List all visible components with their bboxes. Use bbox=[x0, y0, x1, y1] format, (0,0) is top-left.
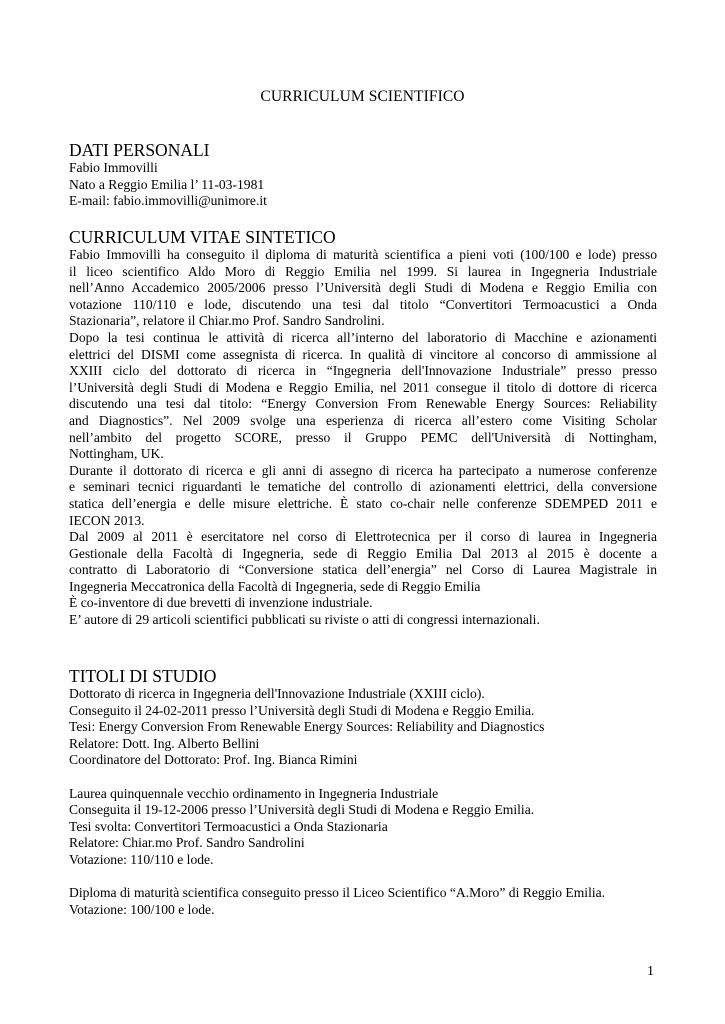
personal-birth: Nato a Reggio Emilia l’ 11-03-1981 bbox=[69, 176, 265, 192]
text-line: Dal 2009 al 2011 è esercitatore nel corso di Elettrotecnica per il corso di laurea in Ingegneria bbox=[69, 529, 657, 545]
text-line: Fabio Immovilli ha conseguito il diploma di maturità scientifica a pieni voti (100/100 e lode) presso bbox=[69, 247, 657, 262]
cv-section bbox=[69, 227, 657, 629]
text-line: Relatore: Dott. Ing. Alberto Bellini bbox=[69, 735, 260, 751]
diploma-block bbox=[69, 885, 657, 918]
text-line: Coordinatore del Dottorato: Prof. Ing. Bianca Rimini bbox=[69, 752, 358, 768]
text-line: il liceo scientifico Aldo Moro di Reggio Emilia nel 1999. Si laurea in Ingegneria Industriale bbox=[69, 263, 657, 279]
text-line: nell’ambito del progetto SCORE, presso il Gruppo PEMC dell'Università di Nottingham, bbox=[69, 429, 657, 445]
text-line: Tesi svolta: Convertitori Termoacustici a Onda Stazionaria bbox=[69, 818, 388, 834]
cv-paragraph-education bbox=[69, 247, 657, 330]
text-line: Ingegneria Meccatronica della Facoltà di Ingegneria, sede di Reggio Emilia bbox=[69, 578, 481, 594]
text-line: votazione 110/110 e lode, discutendo una tesi dal titolo “Convertitori Termoacustici a Onda bbox=[69, 296, 657, 312]
text-line: Diploma di maturità scientifica conseguito presso il Liceo Scientifico “A.Moro” di Reggio Emilia. bbox=[69, 885, 606, 901]
text-line: Nottingham, UK. bbox=[69, 446, 164, 462]
text-line: Votazione: 100/100 e lode. bbox=[69, 901, 215, 917]
degree-block bbox=[69, 786, 657, 869]
text-line: Gestionale della Facoltà di Ingegneria, sede di Reggio Emilia Dal 2013 al 2015 è docente a bbox=[69, 545, 657, 561]
personal-email: E-mail: fabio.immovilli@unimore.it bbox=[69, 193, 267, 209]
text-line: contratto di Laboratorio di “Conversione statica dell’energia” nel Corso di Laurea Magistrale in bbox=[69, 562, 657, 578]
text-line: Tesi: Energy Conversion From Renewable Energy Sources: Reliability and Diagnostics bbox=[69, 719, 545, 735]
text-line: l’Università degli Studi di Modena e Reggio Emilia, nel 2011 consegue il titolo di dottore di ricerca bbox=[69, 379, 657, 395]
text-line: Stazionaria”, relatore il Chiar.mo Prof. Sandro Sandrolini. bbox=[69, 313, 385, 329]
personal-name: Fabio Immovilli bbox=[69, 160, 158, 175]
text-line: Dopo la tesi continua le attività di ricerca all’interno del laboratorio di Macchine e azionamenti bbox=[69, 329, 657, 345]
cv-publications: E’ autore di 29 articoli scientifici pubblicati su riviste o atti di congressi internazionali. bbox=[69, 612, 540, 628]
text-line: Laurea quinquennale vecchio ordinamento in Ingegneria Industriale bbox=[69, 785, 439, 801]
text-line: Conseguita il 19-12-2006 presso l’Università degli Studi di Modena e Reggio Emilia. bbox=[69, 802, 535, 818]
cv-patents: È co-inventore di due brevetti di invenzione industriale. bbox=[69, 595, 373, 611]
personal-data-section bbox=[69, 140, 657, 210]
cv-heading: CURRICULUM VITAE SINTETICO bbox=[69, 227, 336, 247]
personal-data-heading: DATI PERSONALI bbox=[69, 140, 210, 160]
phd-block bbox=[69, 686, 657, 769]
text-line: Dottorato di ricerca in Ingegneria dell'Innovazione Industriale (XXIII ciclo). bbox=[69, 686, 485, 701]
cv-paragraph-conferences bbox=[69, 463, 657, 529]
page-number: 1 bbox=[647, 964, 654, 979]
studies-heading: TITOLI DI STUDIO bbox=[69, 666, 217, 686]
text-line: Conseguito il 24-02-2011 presso l’Università degli Studi di Modena e Reggio Emilia. bbox=[69, 702, 535, 718]
page-title: CURRICULUM SCIENTIFICO bbox=[260, 88, 465, 105]
text-line: IECON 2013. bbox=[69, 512, 145, 528]
cv-paragraph-research bbox=[69, 330, 657, 463]
text-line: discutendo una tesi dal titolo: “Energy Conversion From Renewable Energy Sources: Reliability bbox=[69, 396, 657, 412]
text-line: nell’Anno Accademico 2005/2006 presso l’Università degli Studi di Modena e Reggio Emilia con bbox=[69, 280, 657, 296]
studies-section bbox=[69, 666, 657, 918]
text-line: Relatore: Chiar.mo Prof. Sandro Sandrolini bbox=[69, 835, 305, 851]
text-line: XXIII ciclo del dottorato di ricerca in “Ingegneria dell'Innovazione Industriale” presso presso bbox=[69, 363, 657, 379]
text-line: e seminari tecnici riguardanti le tematiche del controllo di azionamenti elettrici, della conversione bbox=[69, 479, 657, 495]
text-line: statica dell’energia e delle misure elettriche. È stato co-chair nelle conferenze SDEMPED 2011 e bbox=[69, 495, 657, 511]
text-line: Votazione: 110/110 e lode. bbox=[69, 851, 214, 867]
cv-paragraph-teaching bbox=[69, 529, 657, 595]
text-line: elettrici del DISMI come assegnista di ricerca. In qualità di vincitore al concorso di ammissione al bbox=[69, 346, 657, 362]
text-line: and Diagnostics”. Nel 2009 svolge una esperienza di ricerca all’estero come Visiting Scholar bbox=[69, 412, 657, 428]
text-line: Durante il dottorato di ricerca e gli anni di assegno di ricerca ha partecipato a numerose conferenze bbox=[69, 462, 657, 478]
